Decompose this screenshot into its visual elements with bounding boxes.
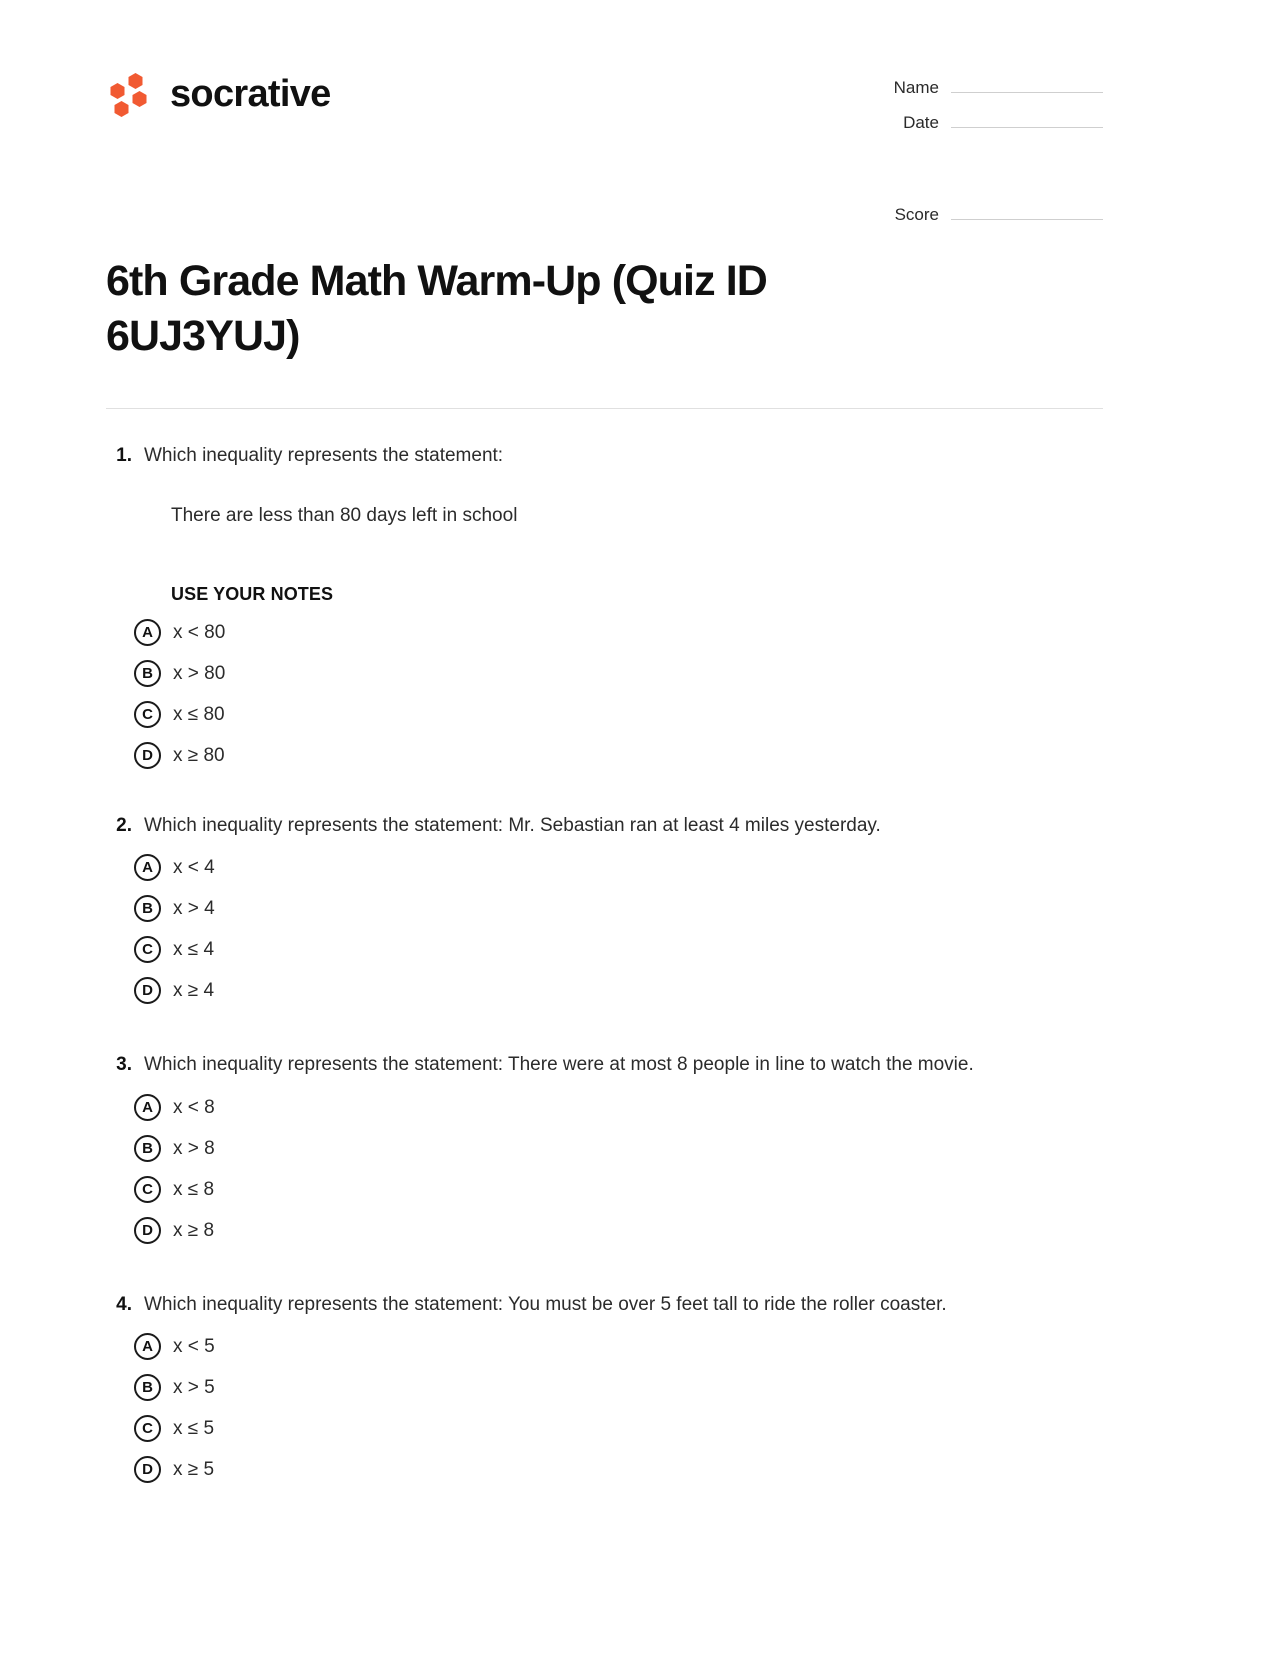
option-bubble-b[interactable]: B [134,660,161,687]
question-item [106,1050,1103,1243]
option-text: x < 4 [173,857,215,879]
option-bubble-a[interactable]: A [134,1333,161,1360]
option-text: x ≤ 80 [173,703,225,725]
option-text: x ≥ 5 [173,1459,215,1481]
answer-option[interactable] [106,977,1103,1004]
option-text: x < 5 [173,1336,215,1358]
option-bubble-a[interactable]: A [134,619,161,646]
name-label: Name [893,78,939,97]
score-input-line[interactable] [951,201,1103,220]
answer-option[interactable] [106,742,1103,769]
answer-option[interactable] [106,1176,1103,1203]
page-header [0,0,1275,236]
option-bubble-b[interactable]: B [134,1374,161,1401]
name-field-row [865,74,1103,98]
question-text: Which inequality represents the statement: You must be over 5 feet tall to ride the roller coaster. [144,1293,947,1315]
option-text: x ≥ 4 [173,980,215,1002]
question-number: 3. [116,1054,132,1076]
brand-name: socrative [170,73,331,115]
option-text: x ≤ 8 [173,1178,215,1200]
score-label: Score [894,205,939,224]
answer-option[interactable] [106,660,1103,687]
question-text: Which inequality represents the statement: [144,445,504,467]
option-text: x > 80 [173,662,226,684]
option-text: x ≥ 80 [173,744,225,766]
answer-option[interactable] [106,1094,1103,1121]
option-bubble-a[interactable]: A [134,1094,161,1121]
option-bubble-b[interactable]: B [134,1135,161,1162]
question-text: Which inequality represents the statement: There were at most 8 people in line to watch the movie. [144,1054,974,1076]
answer-option[interactable] [106,854,1103,881]
answer-option[interactable] [106,701,1103,728]
page-title: 6th Grade Math Warm-Up (Quiz ID 6UJ3YUJ) [106,257,767,361]
option-bubble-d[interactable]: D [134,1456,161,1483]
socrative-hexagon-logo-icon [106,70,154,118]
option-bubble-c[interactable]: C [134,936,161,963]
socrative-logo [106,62,331,118]
question-heading [106,1050,1103,1079]
question-number: 4. [116,1293,132,1315]
question-item [106,1290,1103,1483]
option-bubble-c[interactable]: C [134,701,161,728]
question-item [106,441,1103,769]
option-text: x ≤ 5 [173,1418,215,1440]
option-bubble-c[interactable]: C [134,1176,161,1203]
question-number: 2. [116,814,132,836]
option-bubble-d[interactable]: D [134,1217,161,1244]
option-bubble-c[interactable]: C [134,1415,161,1442]
question-heading [106,1290,1103,1319]
question-note: USE YOUR NOTES [171,583,334,604]
option-text: x > 4 [173,898,215,920]
answer-options [106,1333,1103,1483]
title-block [0,236,1275,364]
answer-options [106,854,1103,1004]
option-text: x ≥ 8 [173,1219,215,1241]
answer-option[interactable] [106,1333,1103,1360]
question-subtext: There are less than 80 days left in school [171,504,518,526]
answer-options [106,619,1103,769]
student-meta-fields [865,62,1103,236]
answer-option[interactable] [106,1456,1103,1483]
option-bubble-a[interactable]: A [134,854,161,881]
question-text: Which inequality represents the statement: Mr. Sebastian ran at least 4 miles yesterday. [144,814,881,836]
option-bubble-b[interactable]: B [134,895,161,922]
question-heading [106,811,1103,840]
name-input-line[interactable] [951,74,1103,93]
date-label: Date [903,113,939,132]
option-text: x ≤ 4 [173,939,215,961]
answer-option[interactable] [106,1374,1103,1401]
date-input-line[interactable] [951,109,1103,128]
answer-option[interactable] [106,1415,1103,1442]
questions-list [0,409,1275,1483]
score-field-row [865,201,1103,225]
question-number: 1. [116,445,132,467]
answer-option[interactable] [106,619,1103,646]
option-text: x < 8 [173,1096,215,1118]
option-text: x > 8 [173,1137,215,1159]
date-field-row [865,109,1103,133]
answer-option[interactable] [106,895,1103,922]
answer-option[interactable] [106,936,1103,963]
option-text: x > 5 [173,1377,215,1399]
answer-options [106,1094,1103,1244]
question-heading [106,441,1103,470]
question-item [106,811,1103,1004]
option-bubble-d[interactable]: D [134,742,161,769]
answer-option[interactable] [106,1135,1103,1162]
answer-option[interactable] [106,1217,1103,1244]
option-bubble-d[interactable]: D [134,977,161,1004]
option-text: x < 80 [173,621,226,643]
